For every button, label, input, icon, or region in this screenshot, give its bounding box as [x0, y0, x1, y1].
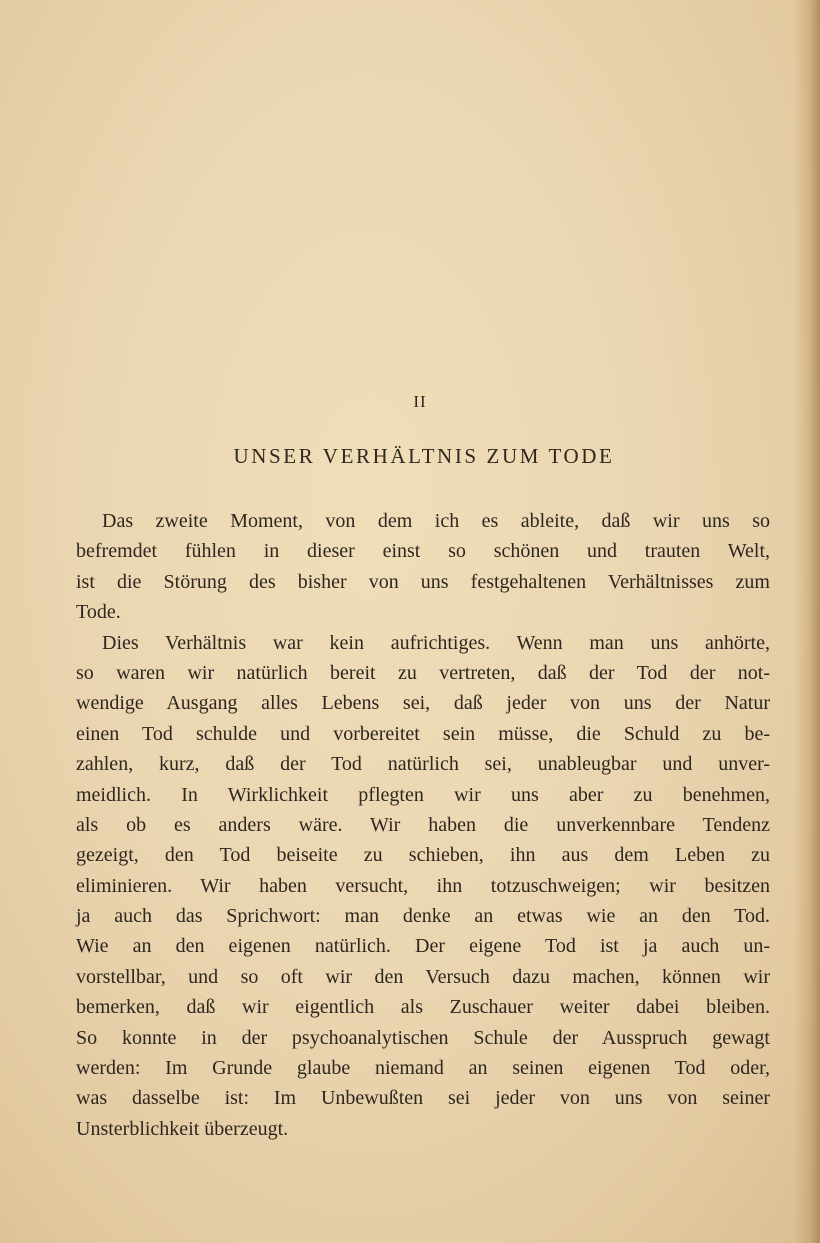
- text-line: einen Tod schulde und vorbereitet sein müsse, die Schuld zu be-: [76, 722, 770, 745]
- text-line: was dasselbe ist: Im Unbewußten sei jeder von uns von seiner: [76, 1087, 770, 1110]
- text-line: Dies Verhältnis war kein aufrichtiges. Wenn man uns anhörte,: [102, 631, 770, 654]
- text-line: Unsterblichkeit überzeugt.: [76, 1117, 289, 1140]
- chapter-body: [76, 506, 770, 1144]
- text-line: ist die Störung des bisher von uns festgehaltenen Verhältnisses zum: [76, 570, 770, 593]
- text-line: wendige Ausgang alles Lebens sei, daß jeder von uns der Natur: [76, 692, 770, 715]
- text-line: befremdet fühlen in dieser einst so schönen und trauten Welt,: [76, 540, 770, 563]
- chapter-number: II: [413, 392, 427, 411]
- text-line: eliminieren. Wir haben versucht, ihn totzuschweigen; wir besitzen: [76, 874, 770, 897]
- text-line: vorstellbar, und so oft wir den Versuch dazu machen, können wir: [76, 965, 770, 988]
- text-line: Wie an den eigenen natürlich. Der eigene Tod ist ja auch un-: [76, 935, 770, 958]
- text-line: werden: Im Grunde glaube niemand an seinen eigenen Tod oder,: [76, 1057, 770, 1080]
- text-line: Tode.: [76, 601, 121, 624]
- text-line: meidlich. In Wirklichkeit pflegten wir uns aber zu benehmen,: [76, 783, 770, 806]
- text-line: So konnte in der psychoanalytischen Schule der Ausspruch gewagt: [76, 1026, 770, 1049]
- text-line: Das zweite Moment, von dem ich es ableite, daß wir uns so: [102, 510, 770, 532]
- paragraph-2: [76, 628, 770, 1145]
- text-line: bemerken, daß wir eigentlich als Zuschauer weiter dabei bleiben.: [76, 996, 770, 1019]
- text-line: so waren wir natürlich bereit zu vertreten, daß der Tod der not-: [76, 661, 770, 684]
- text-line: gezeigt, den Tod beiseite zu schieben, ihn aus dem Leben zu: [76, 844, 770, 867]
- paragraph-1: [76, 506, 770, 628]
- text-line: ja auch das Sprichwort: man denke an etwas wie an den Tod.: [76, 905, 770, 928]
- chapter-title: UNSER VERHÄLTNIS ZUM TODE: [233, 444, 615, 468]
- text-line: zahlen, kurz, daß der Tod natürlich sei, unableugbar und unver-: [76, 753, 770, 776]
- page-edge-shadow: [794, 0, 820, 1243]
- text-line: als ob es anders wäre. Wir haben die unverkennbare Tendenz: [76, 813, 770, 836]
